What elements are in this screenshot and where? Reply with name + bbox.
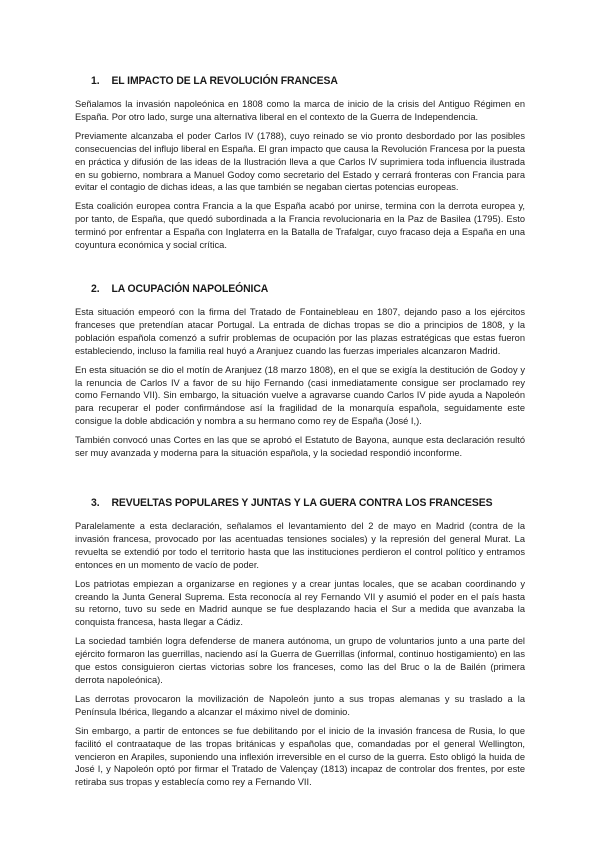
paragraph: Los patriotas empiezan a organizarse en regiones y a crear juntas locales, que se acaban coordinando y creando la Junta General Suprema. Esta reconocía al rey Fernando VII y asumió el poder en el país hasta su retorno, tuvo su sede en Madrid aunque se fue desplazando hacia el Sur a medida que avanzaba la conquista francesa, hasta llegar a Cádiz. [75,578,525,628]
section-heading [91,74,495,88]
paragraph: Señalamos la invasión napoleónica en 1808 como la marca de inicio de la crisis del Antiguo Régimen en España. Por otro lado, surge una alternativa liberal en el contexto de la Guerra de Independencia. [75,99,525,122]
section-3 [75,496,525,789]
section-title: REVUELTAS POPULARES Y JUNTAS Y LA GUERA CONTRA LOS FRANCESES [111,497,493,509]
section-title: LA OCUPACIÓN NAPOLEÓNICA [111,283,269,295]
paragraph: En esta situación se dio el motín de Aranjuez (18 marzo 1808), en el que se exigía la destitución de Godoy y la renuncia de Carlos IV a favor de su hijo Fernando (casi inmediatamente consigue ser proclamado rey como Fernando VII). Sin embargo, la situación vuelve a agravarse cuando Carlos IV pide ayuda a Napoleón para recuperar el poder confirmándose así la fragilidad de la monarquía española, seguidamente este consigue la doble abdicación y nombra a su hermano como rey de España (José I,). [75,364,525,427]
section-heading [91,496,495,510]
section-number: 1. [91,75,100,87]
section-number: 3. [91,497,100,509]
paragraph: Previamente alcanzaba el poder Carlos IV (1788), cuyo reinado se vio pronto desbordado por las posibles consecuencias del influjo liberal en España. El gran impacto que causa la Revolución Francesa por la puesta en práctica y difusión de las ideas de la Ilustración lleva a que Carlos IV suprimiera toda influencia ilustrada en su gobierno, nombrara a Manuel Godoy como secretario del Estado y cerrará fronteras con Francia para evitar el contagio de dichas ideas, a las que también se negaban ciertas potencias europeas. [75,130,525,193]
paragraph: Sin embargo, a partir de entonces se fue debilitando por el inicio de la invasión francesa de Rusia, lo que facilitó el contraataque de las tropas británicas y españolas que, comandadas por el general Wellington, vencieron en Arapiles, suponiendo una inflexión irreversible en el curso de la guerra. Esto obligó la huida de José I, y Napoleón optó por firmar el Tratado de Valençay (1813) incapaz de controlar dos frentes, por este retiraba sus tropas y establecía como rey a Fernando VII. [75,725,525,788]
section-title: EL IMPACTO DE LA REVOLUCIÓN FRANCESA [111,75,338,87]
paragraph: También convocó unas Cortes en las que se aprobó el Estatuto de Bayona, aunque esta declaración resultó ser muy avanzada y moderna para la situación española, y la sociedad respondió inconforme. [75,435,525,459]
section-heading [91,282,495,296]
paragraph: Las derrotas provocaron la movilización de Napoleón junto a sus tropas alemanas y su traslado a la Península Ibérica, llegando a alcanzar el máximo nivel de dominio. [75,693,525,717]
section-1 [75,74,525,252]
paragraph: Esta situación empeoró con la firma del Tratado de Fontainebleau en 1807, dejando paso a los ejércitos franceses que pretendían atacar Portugal. La entrada de dichas tropas se dio a principios de 1808, y la población española comenzó a sufrir problemas de ocupación por las plazas estratégicas que estas fueron estableciendo, incluso la familia real huyó a Aranjuez cuando las fuerzas imperiales alcanzaron Madrid. [75,307,525,356]
paragraph: Paralelamente a esta declaración, señalamos el levantamiento del 2 de mayo en Madrid (contra de la invasión francesa, provocado por las acentuadas tensiones sociales) y la represión del general Murat. La revuelta se extendió por todo el territorio hasta que las instituciones perdieron el control político y entramos entonces en un momento de vacío de poder. [75,521,525,570]
paragraph: La sociedad también logra defenderse de manera autónoma, un grupo de voluntarios junto a una parte del ejército formaron las guerrillas, naciendo así la Guerra de Guerrillas (informal, continuo hostigamiento) en las que estos consiguieron ciertas victorias sobre los franceses, como las del Bruc o la de Bailén (primera derrota napoleónica). [75,636,525,685]
paragraph: Esta coalición europea contra Francia a la que España acabó por unirse, termina con la derrota europea y, por tanto, de España, que quedó subordinada a la Francia revolucionaria en la Paz de Basilea (1795). Esto terminó por enfrentar a España con Inglaterra en la Batalla de Trafalgar, cuyo fracaso deja a España en una coyuntura económica y social crítica. [75,201,525,251]
section-2 [75,282,525,460]
section-number: 2. [91,283,100,295]
